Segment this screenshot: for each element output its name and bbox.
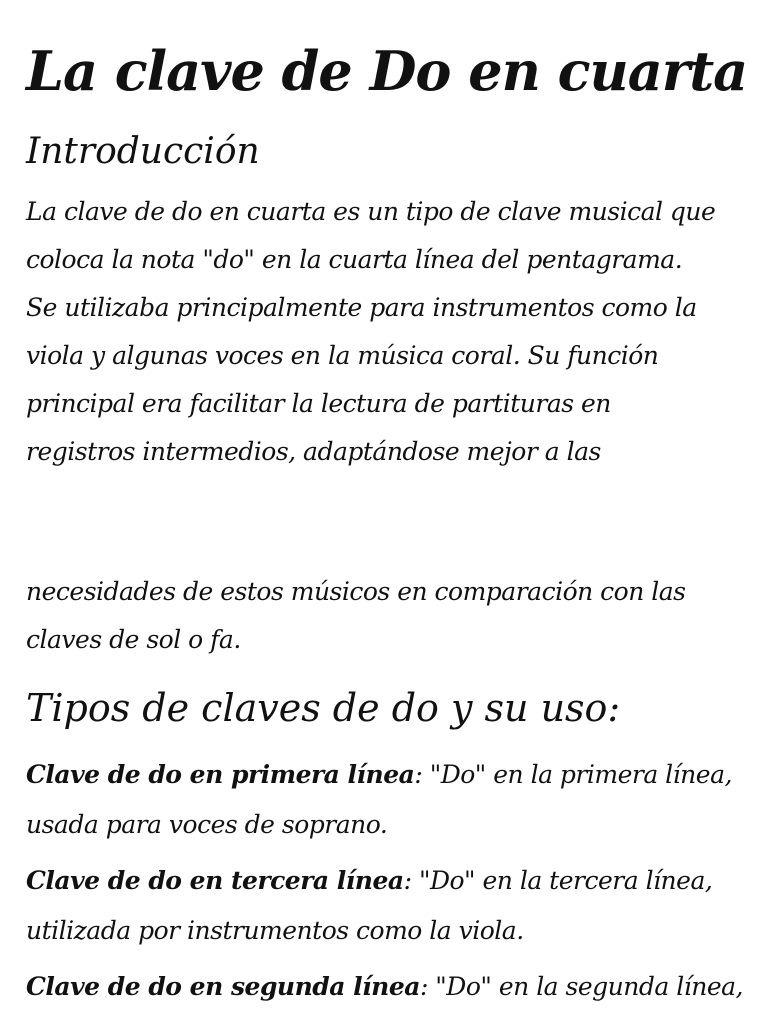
item-line: usada para voces de soprano. <box>26 810 388 839</box>
paragraph-line: necesidades de estos músicos en comparación con las <box>26 577 686 606</box>
clef-type-item <box>26 750 742 850</box>
clef-type-description: : "Do" en la tercera línea, <box>403 866 713 895</box>
introduction-paragraph <box>26 188 742 476</box>
paragraph-line: principal era facilitar la lectura de partituras en <box>26 389 611 418</box>
paragraph-line: Se utilizaba principalmente para instrumentos como la <box>26 293 697 322</box>
clef-type-description: : "Do" en la segunda línea, <box>419 972 743 1001</box>
paragraph-line: La clave de do en cuarta es un tipo de clave musical que <box>26 197 716 226</box>
paragraph-line: viola y algunas voces en la música coral. Su función <box>26 341 659 370</box>
paragraph-line: claves de sol o fa. <box>26 625 241 654</box>
paragraph-line: coloca la nota "do" en la cuarta línea del pentagrama. <box>26 245 683 274</box>
introduction-heading: Introducción <box>26 131 260 172</box>
clef-type-description: : "Do" en la primera línea, <box>414 760 732 789</box>
item-line <box>26 856 742 906</box>
item-line <box>26 962 742 1012</box>
clef-type-item <box>26 856 742 956</box>
clef-type-name: Clave de do en primera línea <box>26 760 415 789</box>
types-heading: Tipos de claves de do y su uso: <box>26 686 621 730</box>
item-line <box>26 750 742 800</box>
paragraph-line: registros intermedios, adaptándose mejor a las <box>26 437 601 466</box>
clef-type-name: Clave de do en tercera línea <box>26 866 404 895</box>
clef-type-name: Clave de do en segunda línea <box>26 972 420 1001</box>
item-line: utilizada por instrumentos como la viola. <box>26 916 524 945</box>
introduction-paragraph-continued <box>26 568 742 664</box>
page-title: La clave de Do en cuarta <box>26 39 748 103</box>
clef-type-item <box>26 962 742 1012</box>
